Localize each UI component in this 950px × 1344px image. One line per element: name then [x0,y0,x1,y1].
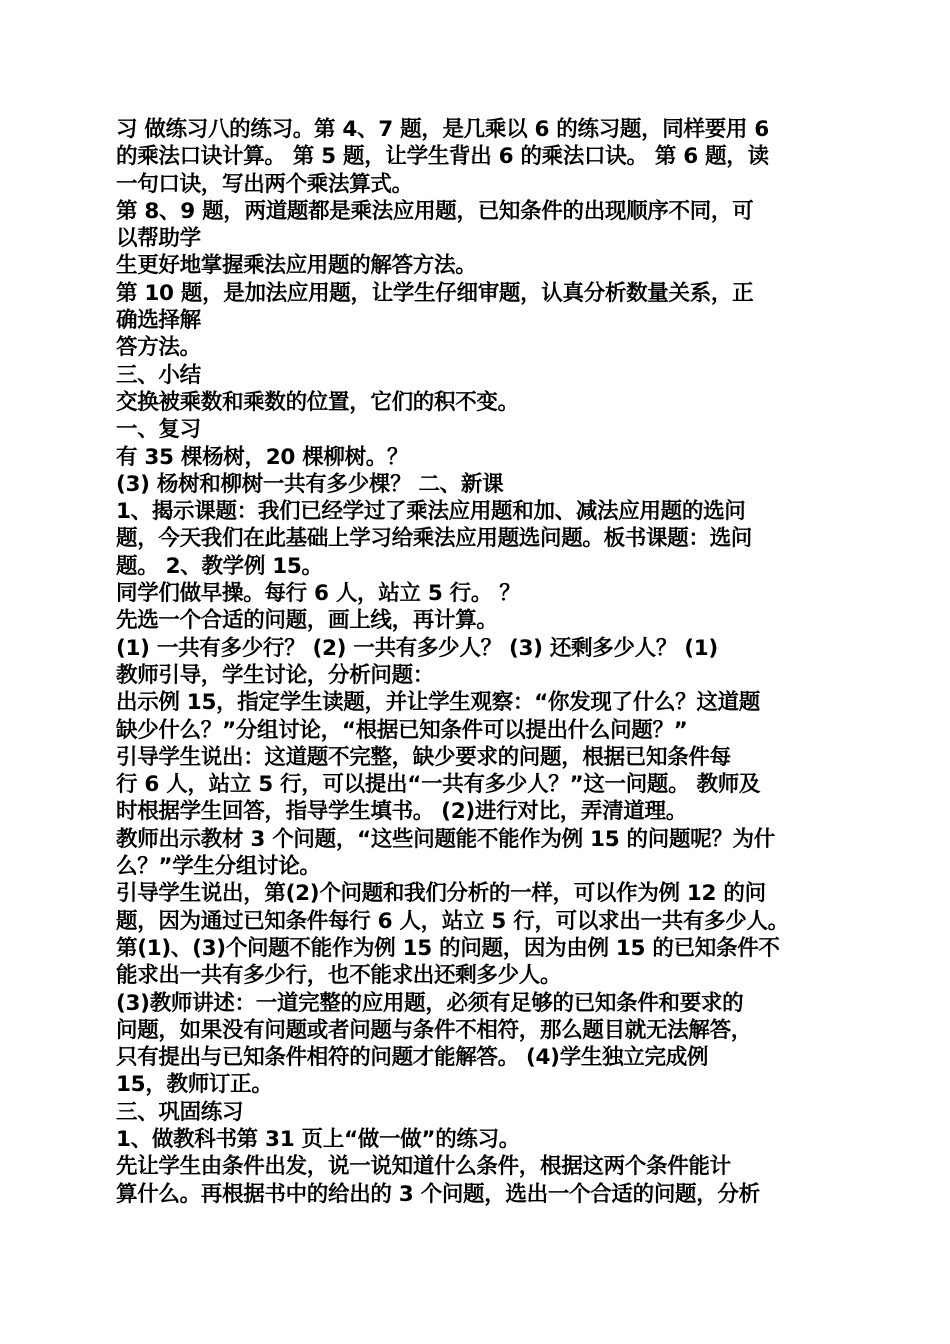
text-line: 一句口诀，写出两个乘法算式。 [116,171,413,197]
text-line: 么？”学生分组讨论。 [116,854,321,880]
section-heading: 三、小结 [116,362,201,388]
text-line: 1、做教科书第 31 页上“做一做”的练习。 [116,1126,521,1152]
text-line: 问题，如果没有问题或者问题与条件不相符，那么题目就无法解答， [116,1017,753,1043]
text-line: (3) 杨树和柳树一共有多少棵？ 二、新课 [116,471,504,497]
text-line: 确选择解 [116,308,201,334]
text-line: 教师引导，学生讨论，分析问题： [116,662,435,688]
text-line: 能求出一共有多少行，也不能求出还剩多少人。 [116,963,562,989]
text-line: 引导学生说出：这道题不完整，缺少要求的问题，根据已知条件每 [116,744,731,770]
text-line: 引导学生说出，第(2)个问题和我们分析的一样，可以作为例 12 的问 [116,881,766,907]
text-line: 出示例 15，指定学生读题，并让学生观察：“你发现了什么？这道题 [116,690,760,716]
text-line: 行 6 人，站立 5 行，可以提出“一共有多少人？”这一问题。 教师及 [116,772,761,798]
text-line: (1) 一共有多少行？ (2) 一共有多少人？ (3) 还剩多少人？ (1) [116,635,718,661]
text-line: 习 做练习八的练习。第 4、7 题，是几乘以 6 的练习题，同样要用 6 [116,117,769,142]
text-line: 题，因为通过已知条件每行 6 人，站立 5 行，可以求出一共有多少人。 [116,908,789,934]
text-line: 以帮助学 [116,226,201,252]
text-line: 同学们做早操。每行 6 人，站立 5 行。 ？ [116,581,521,607]
text-line: 题。 2、教学例 15。 [116,553,323,579]
text-line: 15，教师订正。 [116,1072,273,1098]
text-line: 交换被乘数和乘数的位置，它们的积不变。 [116,389,519,415]
text-line: 1、揭示课题：我们已经学过了乘法应用题和加、减法应用题的选问 [116,499,746,525]
section-heading: 一、复习 [116,417,201,443]
text-line: 生更好地掌握乘法应用题的解答方法。 [116,253,477,279]
text-line: 时根据学生回答，指导学生填书。 (2)进行对比，弄清道理。 [116,799,687,825]
text-line: 算什么。再根据书中的给出的 3 个问题，选出一个合适的问题，分析 [116,1181,760,1207]
text-line: 第 10 题，是加法应用题，让学生仔细审题，认真分析数量关系，正 [116,280,754,306]
text-line: 第 8、9 题，两道题都是乘法应用题，已知条件的出现顺序不同，可 [116,198,754,224]
text-line: 题，今天我们在此基础上学习给乘法应用题选问题。板书课题：选问 [116,526,753,552]
text-line: 有 35 棵杨树，20 棵柳树。？ [116,444,409,470]
document-body [116,116,840,1208]
text-line: 只有提出与已知条件相符的问题才能解答。 (4)学生独立完成例 [116,1045,709,1071]
text-line: 先选一个合适的问题，画上线，再计算。 [116,608,498,634]
text-line: 的乘法口诀计算。 第 5 题，让学生背出 6 的乘法口诀。 第 6 题，读 [116,144,769,170]
text-line: 答方法。 [116,335,201,361]
text-line: 第(1)、(3)个问题不能作为例 15 的问题，因为由例 15 的已知条件不 [116,935,780,961]
text-line: 教师出示教材 3 个问题，“这些问题能不能作为例 15 的问题呢？为什 [116,826,775,852]
section-heading: 三、巩固练习 [116,1099,244,1125]
text-line: (3)教师讲述：一道完整的应用题，必须有足够的已知条件和要求的 [116,990,744,1016]
text-line: 缺少什么？”分组讨论，“根据已知条件可以提出什么问题？” [116,717,688,743]
text-line: 先让学生由条件出发，说一说知道什么条件，根据这两个条件能计 [116,1154,731,1180]
